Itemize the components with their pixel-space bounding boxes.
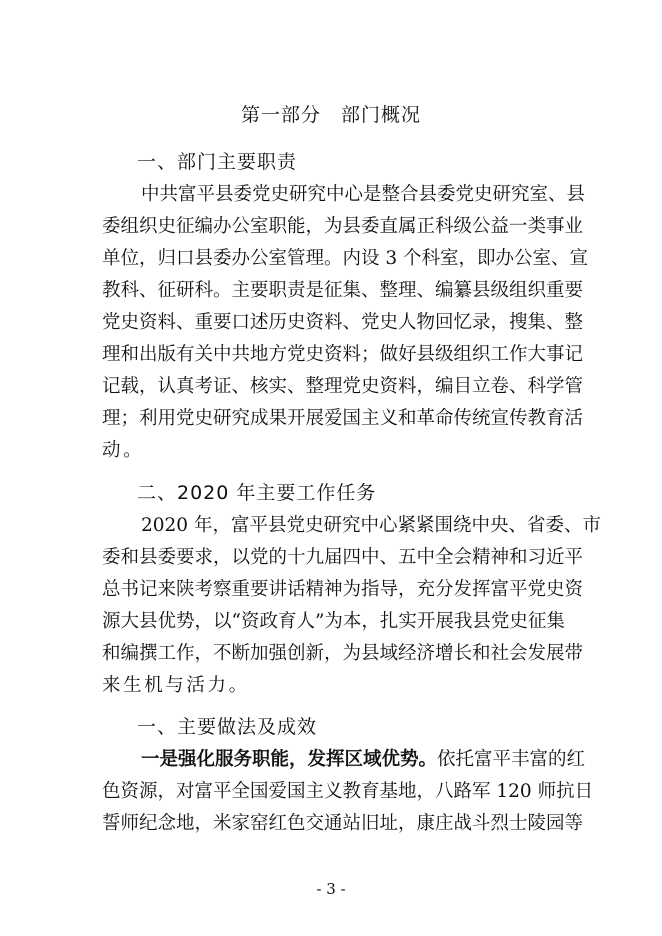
paragraph-line: 单位，归口县委办公室管理。内设 3 个科室，即办公室、宣 xyxy=(102,248,589,269)
paragraph-line: 誓师纪念地，米家窑红色交通站旧址，康庄战斗烈士陵园等 xyxy=(102,813,584,834)
section-heading-tasks: 二、2020 年主要工作任务 xyxy=(137,482,377,504)
paragraph-line xyxy=(141,745,586,771)
paragraph-line: 动。 xyxy=(102,440,145,461)
paragraph-line: 来生机与活力。 xyxy=(102,675,250,696)
paragraph-line: 和编撰工作，不断加强创新，为县域经济增长和社会发展带 xyxy=(102,643,584,664)
paragraph-line: 委组织史征编办公室职能，为县委直属正科级公益一类事业 xyxy=(102,216,584,237)
section-heading-duties: 一、部门主要职责 xyxy=(137,151,298,173)
paragraph-line: 2020 年，富平县党史研究中心紧紧围绕中央、省委、市 xyxy=(141,515,601,536)
paragraph-line: 理；利用党史研究成果开展爱国主义和革命传统宣传教育活 xyxy=(102,408,584,429)
paragraph-line: 源大县优势，以“资政育人”为本，扎实开展我县党史征集 xyxy=(102,611,565,632)
paragraph-line: 党史资料、重要口述历史资料、党史人物回忆录，搜集、整 xyxy=(102,312,584,333)
section-heading-measures: 一、主要做法及成效 xyxy=(137,716,318,738)
paragraph-line: 总书记来陕考察重要讲话精神为指导，充分发挥富平党史资 xyxy=(102,579,584,600)
paragraph-line: 中共富平县委党史研究中心是整合县委党史研究室、县 xyxy=(141,184,586,205)
page-number: - 3 - xyxy=(316,880,346,898)
paragraph-line: 记载，认真考证、核实、整理党史资料，编目立卷、科学管 xyxy=(102,376,584,397)
paragraph-line: 教科、征研科。主要职责是征集、整理、编纂县级组织重要 xyxy=(102,280,584,301)
bold-lead-text: 一是强化服务职能，发挥区域优势。 xyxy=(141,749,438,770)
paragraph-line: 色资源，对富平全国爱国主义教育基地，八路军 120 师抗日 xyxy=(102,781,594,802)
paragraph-line: 委和县委要求，以党的十九届四中、五中全会精神和习近平 xyxy=(102,547,584,568)
paragraph-text: 依托富平丰富的红 xyxy=(437,749,586,770)
paragraph-line: 理和出版有关中共地方党史资料；做好县级组织工作大事记 xyxy=(102,344,584,365)
part-title: 第一部分 部门概况 xyxy=(240,104,421,126)
